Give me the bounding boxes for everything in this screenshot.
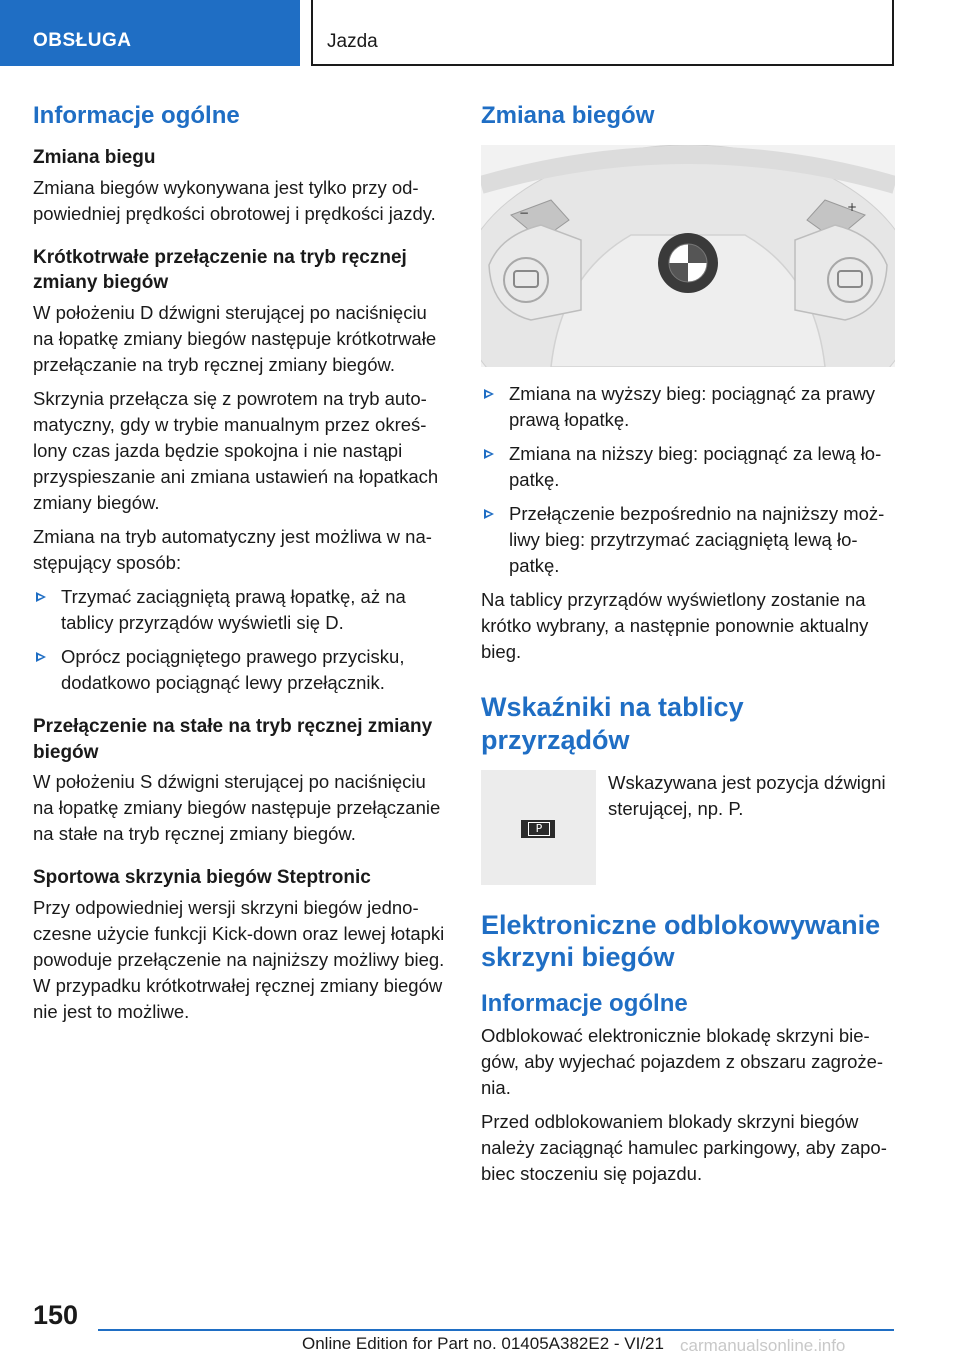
paragraph: W położeniu D dźwigni sterującej po naciśnięciu na łopatkę zmiany biegów następuje krótkotrwałe przełączanie na tryb ręcznej zmiany biegów. [33,302,437,376]
bullet-list [33,584,447,696]
gear-p-icon [521,820,555,838]
paragraph: Zmiana biegów wykonywana jest tylko przy odpowiedniej prędkości obrotowej i prędkości jazdy. [33,176,436,224]
minus-label: − [519,206,530,221]
subheading-permanent-manual: Przełączenie na stałe na tryb ręcznej zmiany biegów [33,716,433,763]
paragraph: Przed odblokowaniem blokady skrzyni biegów należy zaciągnąć hamulec parkingowy, aby zapobiec stoczeniu się pojazdu. [481,1110,887,1184]
triangle-bullet-icon [484,509,494,519]
triangle-bullet-icon [36,652,46,662]
triangle-bullet-icon [36,592,46,602]
subheading-gear-change: Zmiana biegu [33,147,156,169]
subsection-title: Informacje ogólne [481,989,688,1017]
steering-wheel-illustration [481,145,895,367]
section-tab: OBSŁUGA [0,0,300,66]
list-item-text: Przełączenie bezpośrednio na najniższy możliwy bieg: przytrzymać zaciągniętą lewą łopatkę. [509,503,885,577]
edition-note: Online Edition for Part no. 01405A382E2 - VI/21 [302,1334,664,1353]
page-number: 150 [33,1300,79,1330]
paragraph: Odblokować elektronicznie blokadę skrzyni biegów, aby wyjechać pojazdem z obszaru zagrożenia. [481,1024,884,1098]
triangle-bullet-icon [484,449,494,459]
paragraph: Przy odpowiedniej wersji skrzyni biegów jednoczesne użycie funkcji Kick-down oraz lewej łotapki powoduje przełączenie na najniższy możliwy bieg. W przypadku krótkotrwałej ręcznej zmiany biegów nie jest to możliwe. [33,897,445,1023]
triangle-bullet-icon [484,389,494,399]
indicator-row [481,770,895,885]
list-item-text: Oprócz pociągniętego prawego przycisku, dodatkowo pociągnąć lewy przełącznik. [61,646,405,694]
subheading-steptronic: Sportowa skrzynia biegów Steptronic [33,867,371,889]
heading-electronic-unlock: Elektroniczne odblokowywanie skrzyni biegów [481,909,881,973]
section-title: Informacje ogólne [33,102,240,129]
paragraph: W położeniu S dźwigni sterującej po naciśnięciu na łopatkę zmiany biegów następuje przełączanie na stałe na tryb ręcznej zmiany biegów. [33,771,441,845]
heading-indicators: Wskaźniki na tablicy przyrządów [481,692,744,755]
right-column [481,100,895,1195]
list-item-text: Trzymać zaciągniętą prawą łopatkę, aż na tablicy przyrządów wyświetli się D. [61,586,406,634]
left-column [33,100,447,1033]
bullet-list [481,381,895,579]
list-item-text: Zmiana na wyższy bieg: pociągnąć za prawy prawą łopatkę. [509,383,876,431]
list-item-text: Zmiana na niższy bieg: pociągnąć za lewą łopatkę. [509,443,882,491]
footer-divider [98,1329,894,1331]
watermark: carmanualsonline.info [680,1336,846,1355]
indicator-description: Wskazywana jest pozycja dźwigni sterującej, np. P. [608,771,886,819]
steering-wheel-figure [481,145,895,367]
list-item [481,381,895,433]
subheading-temporary-manual: Krótkotrwałe przełączenie na tryb ręcznej zmiany biegów [33,246,407,294]
indicator-image [481,770,596,885]
bmw-logo-icon [658,233,718,293]
paragraph: Zmiana na tryb automatyczny jest możliwa w następujący sposób: [33,526,432,574]
list-item [33,644,447,696]
list-item [33,584,447,636]
paragraph: Na tablicy przyrządów wyświetlony zostanie na krótko wybrany, a następnie ponownie aktualny bieg. [481,589,869,663]
list-item [481,441,895,493]
plus-label: + [847,200,858,215]
section-title: Zmiana biegów [481,102,655,129]
gear-p-symbol: P [528,822,550,836]
chapter-title: Jazda [311,0,894,66]
list-item [481,501,895,579]
paragraph: Skrzynia przełącza się z powrotem na tryb automatyczny, gdy w trybie manualnym przez określony czas jazda będzie spokojna i nie nastąpi przyspieszanie ani zmiana ustawień na łopatkach zmiany biegów. [33,388,439,514]
